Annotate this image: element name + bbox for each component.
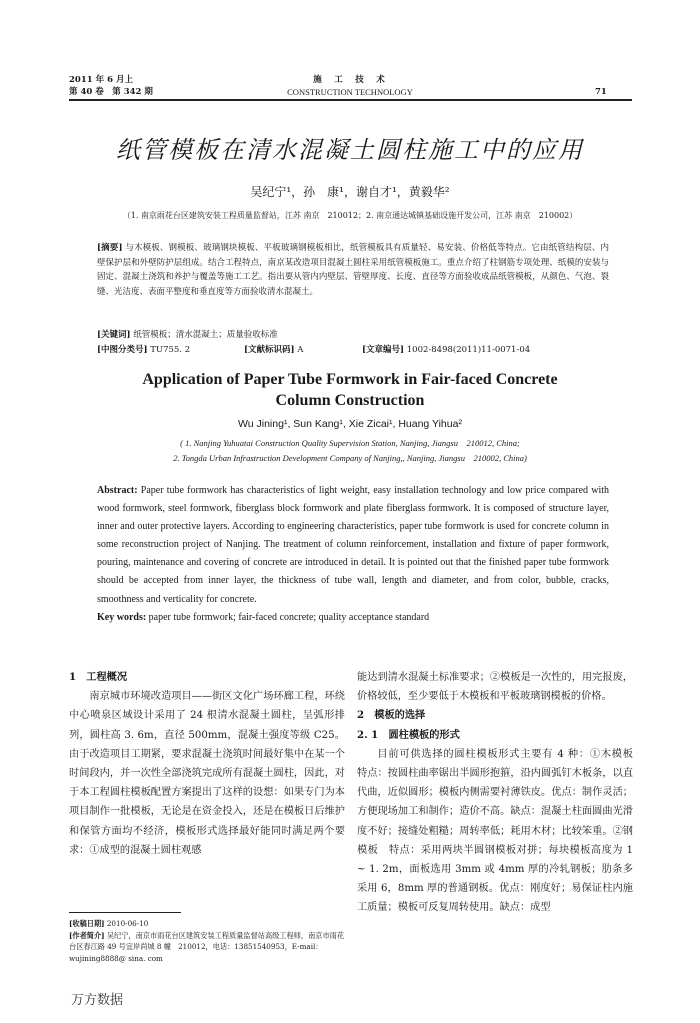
abstract-cn-text: 与木模板、钢模板、玻璃钢块模板、平板玻璃钢模板相比，纸管模板具有质量轻、易安装、价格低等特点。它由纸管结构层、内壁保护层和外壁防护层组成。结合工程特点，南京某改造项目混凝土圆柱采用纸管模板施工。重点介绍了柱钢筋专项处理、纸模的安装与固定、混凝土浇筑和养护与覆盖等施工工艺。指出要从管内内壁层、管壁厚度、长度、直径等方面验收成品纸管模板，从颜色、气泡、裂缝、光洁度、表面平整度和垂直度等方面验收清水混凝土。: [97, 243, 609, 297]
affiliation-en-1: ( 1. Nanjing Yuhuatai Construction Quality Supervision Station, Nanjing, Jiangsu 210012, China;: [180, 438, 520, 448]
abstract-cn-label: [摘要]: [97, 243, 123, 253]
header-rule: [69, 99, 632, 101]
footnote-author: [69, 930, 345, 965]
author-label: [作者简介]: [69, 930, 105, 940]
section-2-1-text: 目前可供选择的圆柱模板形式主要有 4 种：①木模板 特点：按圆柱曲率锯出半圆形抱箍，沿内圆弧钉木板条，以直代曲，近似圆形；模板内侧需要衬薄铁皮。优点：制作灵活；方便现场加工和制作；造价不高。缺点：混凝土柱面圆曲光滑度不好；接缝处粗糙；周转率低；耗用木材；比较笨重。②钢模板 特点：采用两块半圆钢模板对拼；每块模板高度为 1 ~ 1. 2m，面板选用 3mm 或 4mm 厚的冷轧钢板；肋条多采用 6，8mm 厚的普通钢板。优点：刚度好；易保证柱内施工质量；模板可反复周转使用。缺点：成型: [357, 748, 644, 914]
keywords-cn: [97, 329, 278, 342]
article-label: [文章编号]: [362, 345, 405, 355]
section-1-text: 南京城市环境改造项目——街区文化广场环廊工程，环绕中心喷泉区域设计采用了 24 根清水混凝土圆柱，呈弧形排列，圆柱高 3. 6m，直径 500mm，混凝土强度等级 C25。由于改造项目工期紧，要求混凝土浇筑时间最好集中在某一个时间段内，并一次性全部浇筑完成所有混凝土圆柱，因此，对于本工程圆柱模板配置方案提出了这样的设想：如果专门为本项目制作一批模板，无论是在资金投入，还是在模板日后维护和保管方面均不经济，模板形式选择最好能同时满足两个要求：①成型的混凝土圆柱观感: [69, 691, 345, 856]
title-en-line1: Application of Paper Tube Formwork in Fair-faced Concrete: [142, 371, 558, 388]
keywords-en-text: paper tube formwork; fair-faced concrete; quality acceptance standard: [148, 611, 430, 623]
footnote: [69, 918, 345, 964]
section-2-1-heading: 2. 1 圆柱模板的形式: [357, 728, 460, 741]
abstract-en-text: Paper tube formwork has characteristics of light weight, easy installation technology and low price compared with wood formwork, steel formwork, fiberglass block formwork and plate fiberglass formwork. It is composed of structure layer, inner and outer protective layers. According to engineering characteristics, paper tube formwork is used for concrete column in some reconstruction project of Nanjing. The treatment of column reinforcement, installation and fixture of paper formwork, pouring, maintenance and covering of concrete are introduced in detail. It is pointed out that the finished paper tube formwork should be accepted from inner layer, the thickness of tube wall, length and diameter, and from color, bubble, cracks, smoothness and verticality for concrete.: [97, 485, 609, 605]
watermark: 万方数据: [71, 992, 124, 1007]
keywords-cn-label: [关键词]: [97, 330, 131, 340]
footnote-rule: [69, 912, 181, 913]
title-cn: 纸管模板在清水混凝土圆柱施工中的应用: [116, 136, 584, 164]
header-journal-en: CONSTRUCTION TECHNOLOGY: [287, 87, 413, 97]
affiliation-en-2: 2. Tongda Urban Infrastruction Development Company of Nanjing,, Nanjing, Jiangsu 210002, China): [173, 453, 527, 463]
keywords-en-label: Key words:: [97, 611, 147, 623]
article-number-line: [362, 344, 530, 357]
header-volume: 第 40 卷 第 342 期: [69, 87, 153, 97]
right-text-1: 能达到清水混凝土标准要求；②模板是一次性的，用完报废，价格较低，至少要低于木模板和平板玻璃钢模板的价格。: [357, 672, 633, 703]
authors-cn: 吴纪宁¹，孙 康¹，谢自才¹，黄毅华²: [250, 185, 450, 199]
authors-en: Wu Jining¹, Sun Kang¹, Xie Zicai¹, Huang Yihua²: [238, 418, 462, 430]
received-label: [收稿日期]: [69, 919, 105, 928]
abstract-cn: [97, 241, 609, 299]
doc-code-line: [244, 344, 303, 357]
section-2-heading: 2 模板的选择: [357, 709, 426, 722]
left-column: [69, 668, 345, 860]
keywords-cn-text: 纸管模板；清水混凝土；质量验收标准: [133, 330, 278, 340]
affiliation-cn: （1. 南京雨花台区建筑安装工程质量监督站，江苏 南京 210012；2. 南京通达城镇基础设施开发公司，江苏 南京 210002）: [122, 211, 578, 220]
received-date: 2010-06-10: [106, 919, 149, 928]
abstract-en-label: Abstract:: [97, 485, 138, 496]
doc-label: [文献标识码]: [244, 345, 295, 355]
section-1-heading: 1 工程概况: [69, 671, 128, 683]
doc-value: A: [297, 345, 304, 355]
header-journal-cn: 施 工 技 术: [313, 75, 387, 85]
footnote-received: [69, 918, 345, 930]
header-page-number: 71: [595, 87, 607, 97]
title-en-line2: Column Construction: [275, 392, 425, 409]
author-bio: 吴纪宁，南京市雨花台区建筑安装工程质量监督站高级工程师，南京市雨花台区春江路 49 号宜岸尚城 8 幢 210012，电话：13851540953，E-mail：wujining8888@ sina. com: [69, 930, 345, 963]
right-column: [357, 668, 644, 918]
header-date: 2011 年 6 月上: [69, 75, 133, 85]
clc-line: [97, 344, 190, 357]
article-value: 1002-8498(2011)11-0071-04: [406, 345, 531, 355]
clc-label: [中图分类号]: [97, 345, 148, 355]
clc-value: TU755. 2: [150, 345, 191, 355]
abstract-en: [97, 482, 609, 627]
